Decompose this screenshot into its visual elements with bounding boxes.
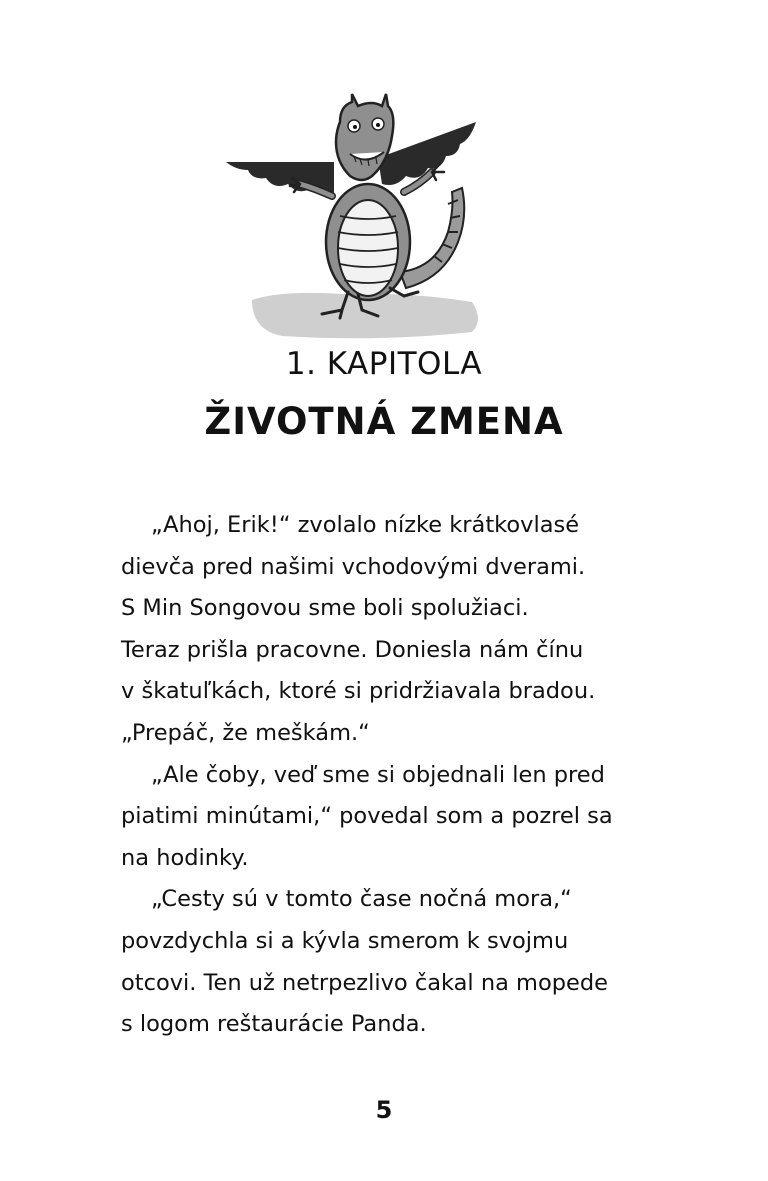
page-number: 5 <box>375 1096 393 1124</box>
text-line: s logom reštaurácie Panda. <box>121 1011 427 1038</box>
text-line: „Prepáč, že meškám.“ <box>121 719 370 746</box>
dragon-icon <box>222 92 494 344</box>
body-text <box>121 505 681 1046</box>
text-line: „Ahoj, Erik!“ zvolalo nízke krátkovlasé <box>151 512 580 538</box>
dragon-illustration <box>222 92 494 344</box>
chapter-title: ŽIVOTNÁ ZMENA <box>204 400 564 443</box>
text-line: Teraz prišla pracovne. Doniesla nám čínu <box>121 636 584 663</box>
text-line: na hodinky. <box>121 844 249 871</box>
text-line: piatimi minútami,“ povedal som a pozrel sa <box>121 803 613 830</box>
text-line: „Cesty sú v tomto čase nočná mora,“ <box>151 886 572 913</box>
text-line: dievča pred našimi vchodovými dverami. <box>121 553 586 580</box>
text-line: povzdychla si a kývla smerom k svojmu <box>121 927 569 954</box>
text-line: v škatuľkách, ktoré si pridržiavala bradou. <box>121 678 596 705</box>
chapter-number: 1. KAPITOLA <box>285 346 483 382</box>
text-line: „Ale čoby, veď sme si objednali len pred <box>151 761 605 788</box>
text-line: otcovi. Ten už netrpezlivo čakal na mopede <box>121 969 608 996</box>
text-line: S Min Songovou sme boli spolužiaci. <box>121 595 529 622</box>
